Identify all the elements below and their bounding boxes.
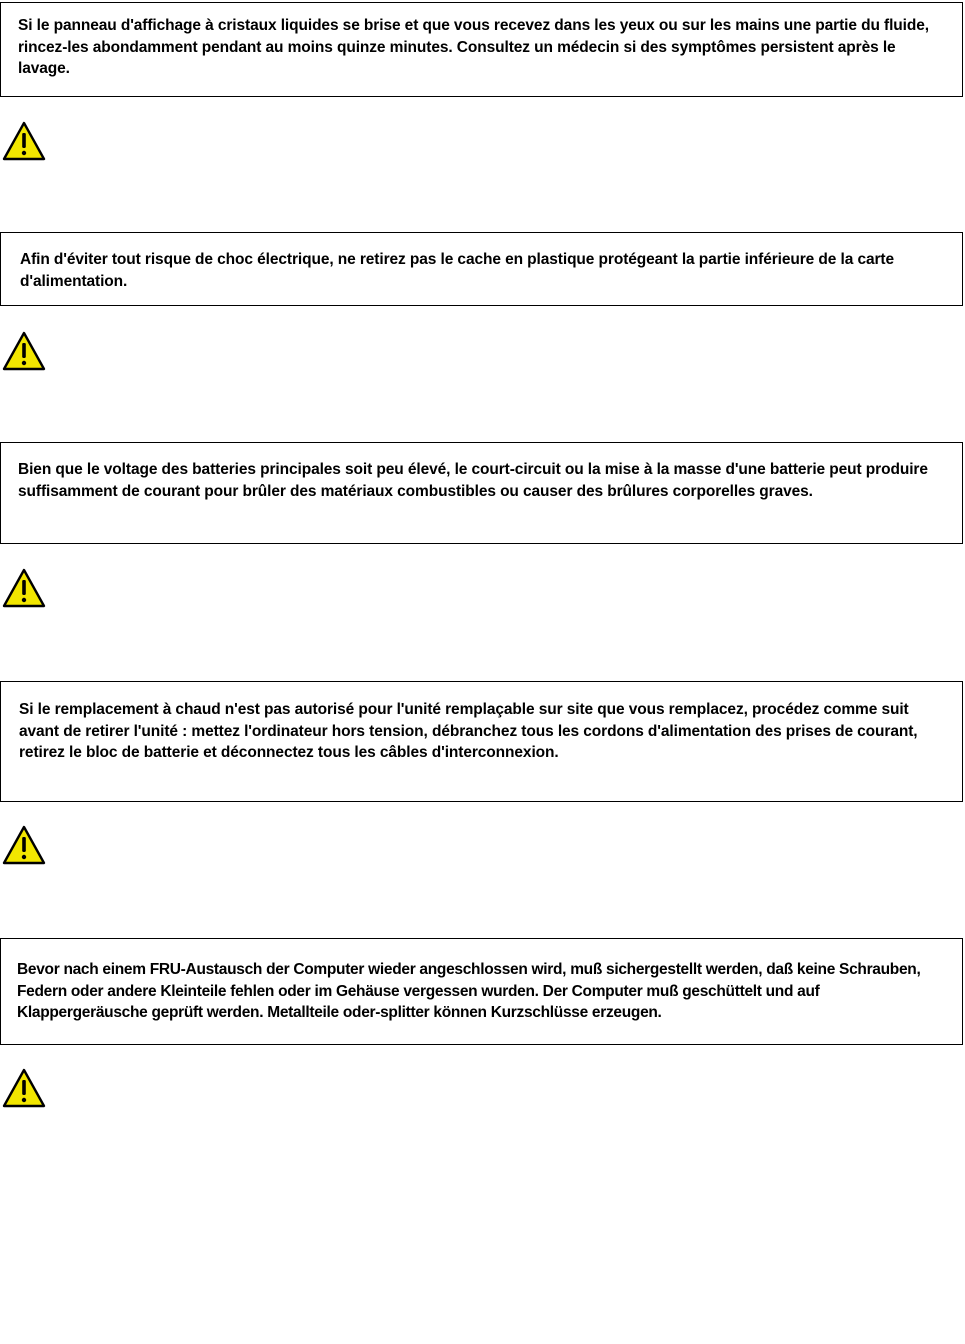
warning-triangle-icon [2,825,46,865]
warning-triangle-icon [2,121,46,161]
notice-text: Bien que le voltage des batteries principales soit peu élevé, le court-circuit ou la mise à la masse d'une batterie peut produire suffisamment de courant pour brûler des matériaux combustibles ou causer des brûlures corporelles graves. [18,461,928,500]
warning-triangle-icon [2,331,46,371]
notice-lcd-fluid [0,2,963,97]
notice-text: Si le panneau d'affichage à cristaux liquides se brise et que vous recevez dans les yeux ou sur les mains une partie du fluide, rincez-les abondamment pendant au moins quinze minutes. Consultez un médecin si des symptômes persistent après le lavage. [18,17,929,77]
notice-battery-short-circuit [0,442,963,544]
notice-fru-loose-parts [0,938,963,1045]
notice-electric-shock [0,232,963,306]
notice-hot-swap [0,681,963,802]
warning-triangle-icon [2,568,46,608]
warning-triangle-icon [2,1068,46,1108]
notice-text: Bevor nach einem FRU-Austausch der Computer wieder angeschlossen wird, muß sichergestellt werden, daß keine Schrauben, Federn oder andere Kleinteile fehlen oder im Gehäuse vergessen wurden. Der Computer muß geschüttelt und auf Klappergeräusche geprüft werden. Metallteile oder-splitter können Kurzschlüsse erzeugen. [17,961,921,1021]
notice-text: Si le remplacement à chaud n'est pas autorisé pour l'unité remplaçable sur site que vous remplacez, procédez comme suit avant de retirer l'unité : mettez l'ordinateur hors tension, débranchez tous les cordons d'alimentation des prises de courant, retirez le bloc de batterie et déconnectez tous les câbles d'interconnexion. [19,701,918,761]
notice-text: Afin d'éviter tout risque de choc électrique, ne retirez pas le cache en plastique protégeant la partie inférieure de la carte d'alimentation. [20,251,894,290]
